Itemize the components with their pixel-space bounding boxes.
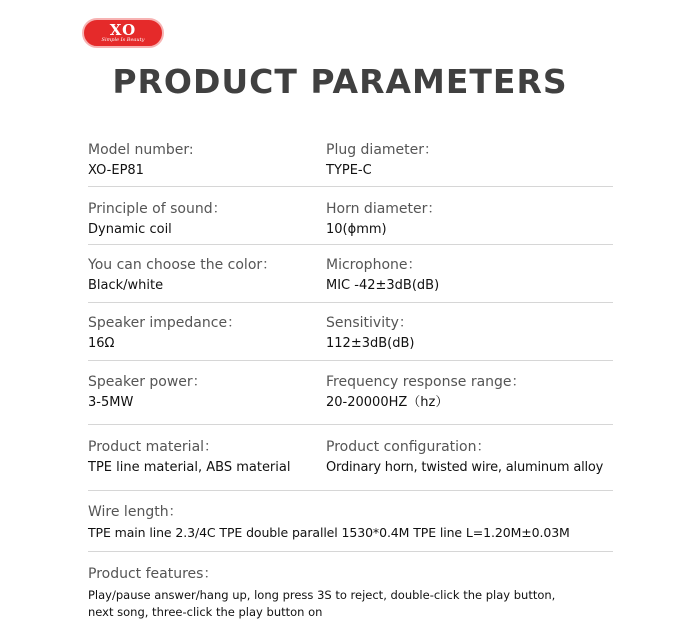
logo-tagline: Simple Is Beauty [101, 37, 145, 43]
divider [88, 244, 613, 245]
param-value: TPE line material, ABS material [88, 460, 291, 475]
param-value: 16Ω [88, 336, 115, 351]
param-label: Speaker impedance： [88, 315, 242, 331]
param-value: Ordinary horn, twisted wire, aluminum alloy [326, 460, 604, 475]
param-label: Frequency response range： [326, 374, 526, 390]
param-label: Speaker power： [88, 374, 207, 390]
param-value: TYPE-C [326, 163, 372, 178]
logo-text: XO [109, 21, 137, 39]
divider [88, 302, 613, 303]
param-row-material [88, 438, 613, 477]
param-value: TPE main line 2.3/4C TPE double parallel 1530*0.4M TPE line L=1.20M±0.03M [88, 525, 570, 540]
param-row-impedance [88, 314, 613, 353]
param-value: Black/white [88, 278, 164, 293]
brand-logo [82, 18, 164, 48]
param-row-sound [88, 200, 613, 239]
divider [88, 186, 613, 187]
param-row-model [88, 141, 613, 180]
param-value: 20-20000HZ（hz） [326, 395, 449, 410]
divider [88, 551, 613, 552]
param-label: Model number: [88, 142, 194, 158]
param-label: Principle of sound： [88, 201, 227, 217]
divider [88, 360, 613, 361]
divider [88, 490, 613, 491]
param-row-features [88, 565, 613, 621]
param-row-color [88, 256, 613, 295]
param-label: You can choose the color： [88, 257, 277, 273]
param-label: Sensitivity： [326, 315, 413, 331]
param-label: Microphone： [326, 257, 422, 273]
param-label: Wire length： [88, 504, 183, 520]
features-line: next song, three-click the play button on [88, 605, 323, 619]
features-line: Play/pause answer/hang up, long press 3S to reject, double-click the play button, [88, 588, 556, 602]
param-label: Horn diameter： [326, 201, 442, 217]
param-value: 10(ϕmm) [326, 222, 387, 237]
param-label: Product material： [88, 439, 219, 455]
param-value: 112±3dB(dB) [326, 336, 415, 351]
param-value: XO-EP81 [88, 163, 144, 178]
param-label: Product features： [88, 566, 218, 582]
param-value: 3-5MW [88, 395, 134, 410]
page-title: PRODUCT PARAMETERS [112, 62, 568, 101]
divider [88, 424, 613, 425]
param-row-power [88, 373, 613, 412]
param-value: MIC -42±3dB(dB) [326, 278, 440, 293]
param-label: Plug diameter： [326, 142, 439, 158]
param-value: Dynamic coil [88, 222, 172, 237]
param-row-wire [88, 503, 613, 542]
param-label: Product configuration： [326, 439, 491, 455]
